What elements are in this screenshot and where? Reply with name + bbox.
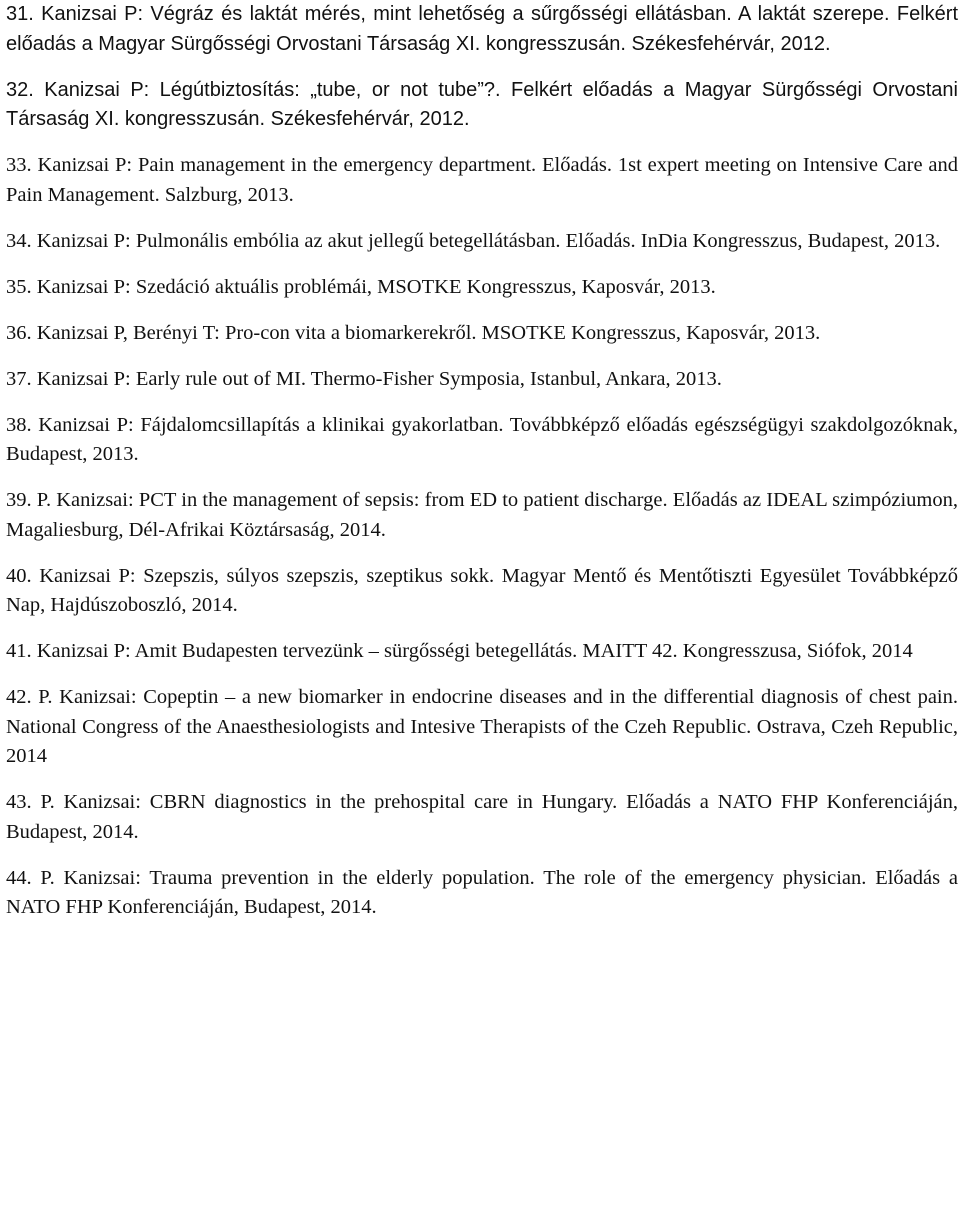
publication-entry-37: 37. Kanizsai P: Early rule out of MI. Thermo-Fisher Symposia, Istanbul, Ankara, 2013.: [6, 367, 722, 390]
publication-entry-32: 32. Kanizsai P: Légútbiztosítás: „tube, or not tube”?. Felkért előadás a Magyar Sürgősségi Orvostani Társaság XI. kongresszusán. Székesfehérvár, 2012.: [6, 78, 958, 130]
publication-entry-39: 39. P. Kanizsai: PCT in the management of sepsis: from ED to patient discharge. Előadás az IDEAL szimpóziumon, Magaliesburg, Dél-Afrikai Köztársaság, 2014.: [6, 489, 958, 541]
publication-entry-36: 36. Kanizsai P, Berényi T: Pro-con vita a biomarkerekről. MSOTKE Kongresszus, Kaposvár, 2013.: [6, 321, 821, 344]
publication-entry-31: 31. Kanizsai P: Végráz és laktát mérés, mint lehetőség a sűrgősségi ellátásban. A laktát szerepe. Felkért előadás a Magyar Sürgősségi Orvostani Társaság XI. kongresszusán. Székesfehérvár, 2012.: [6, 3, 958, 55]
publication-entry-38: 38. Kanizsai P: Fájdalomcsillapítás a klinikai gyakorlatban. Továbbképző előadás egészségügyi szakdolgozóknak, Budapest, 2013.: [6, 413, 958, 465]
publication-entry-43: 43. P. Kanizsai: CBRN diagnostics in the prehospital care in Hungary. Előadás a NATO FHP Konferenciáján, Budapest, 2014.: [6, 791, 958, 843]
publication-entry-34: 34. Kanizsai P: Pulmonális embólia az akut jellegű betegellátásban. Előadás. InDia Kongresszus, Budapest, 2013.: [6, 229, 941, 252]
publication-entry-40: 40. Kanizsai P: Szepszis, súlyos szepszis, szeptikus sokk. Magyar Mentő és Mentőtiszti Egyesület Továbbképző Nap, Hajdúszoboszló, 2014.: [6, 564, 958, 616]
publication-entry-35: 35. Kanizsai P: Szedáció aktuális problémái, MSOTKE Kongresszus, Kaposvár, 2013.: [6, 275, 716, 298]
publication-entry-44: 44. P. Kanizsai: Trauma prevention in the elderly population. The role of the emergency physician. Előadás a NATO FHP Konferenciáján, Budapest, 2014.: [6, 866, 958, 918]
publication-entry-42: 42. P. Kanizsai: Copeptin – a new biomarker in endocrine diseases and in the differential diagnosis of chest pain. National Congress of the Anaesthesiologists and Intesive Therapists of the Czeh Republic. Ostrava, Czeh Republic, 2014: [6, 686, 958, 767]
publication-entry-41: 41. Kanizsai P: Amit Budapesten tervezünk – sürgősségi betegellátás. MAITT 42. Kongresszusa, Siófok, 2014: [6, 640, 913, 662]
publication-entry-33: 33. Kanizsai P: Pain management in the emergency department. Előadás. 1st expert meeting on Intensive Care and Pain Management. Salzburg, 2013.: [6, 154, 958, 206]
